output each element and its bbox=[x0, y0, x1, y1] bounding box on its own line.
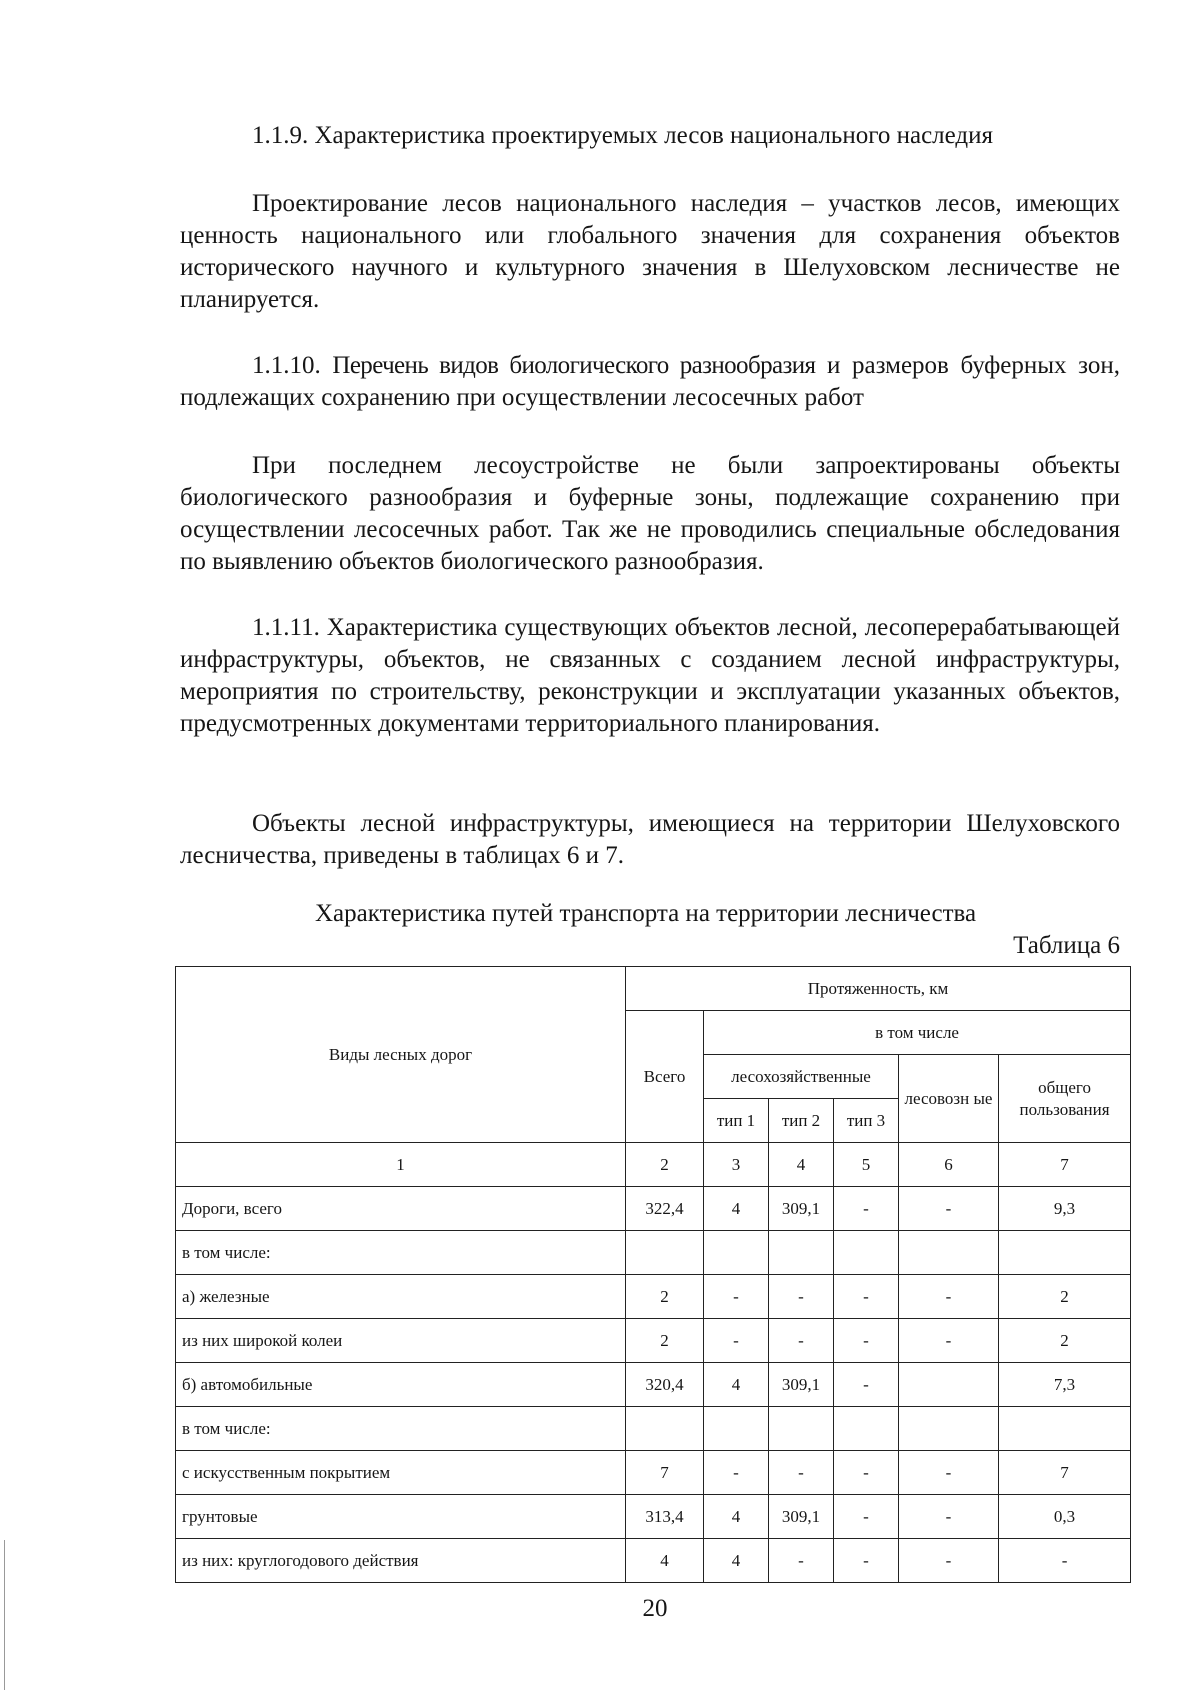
table-cell: 309,1 bbox=[769, 1187, 834, 1231]
table-cell: 0,3 bbox=[999, 1495, 1131, 1539]
table-cell: - bbox=[704, 1319, 769, 1363]
table-cell: - bbox=[899, 1495, 999, 1539]
column-number: 1 bbox=[176, 1143, 626, 1187]
section-heading-1-1-10-narrow-part: Перечень видов биологического разнообразия bbox=[332, 352, 816, 379]
table-cell: - bbox=[899, 1539, 999, 1583]
column-number: 6 bbox=[899, 1143, 999, 1187]
header-forestry: лесохозяйственные bbox=[704, 1055, 899, 1099]
table-cell: 4 bbox=[704, 1539, 769, 1583]
table-cell: 2 bbox=[626, 1275, 704, 1319]
table-body bbox=[176, 1187, 1131, 1583]
header-total: Всего bbox=[626, 1011, 704, 1143]
table-cell: - bbox=[834, 1495, 899, 1539]
row-label: грунтовые bbox=[176, 1495, 626, 1539]
table-cell: - bbox=[834, 1187, 899, 1231]
table-row bbox=[176, 1407, 1131, 1451]
table-cell: - bbox=[834, 1451, 899, 1495]
table-cell bbox=[769, 1231, 834, 1275]
column-numbers-row bbox=[176, 1143, 1131, 1187]
table-cell: 4 bbox=[626, 1539, 704, 1583]
table-cell: - bbox=[834, 1319, 899, 1363]
table-cell bbox=[999, 1231, 1131, 1275]
paragraph-infrastructure-objects: Объекты лесной инфраструктуры, имеющиеся на территории Шелуховского лесничества, приведены в таблицах 6 и 7. bbox=[180, 810, 1120, 869]
table-cell: 4 bbox=[704, 1363, 769, 1407]
table-cell bbox=[999, 1407, 1131, 1451]
column-number: 7 bbox=[999, 1143, 1131, 1187]
table-cell: 7 bbox=[999, 1451, 1131, 1495]
table-cell: 2 bbox=[626, 1319, 704, 1363]
section-heading-1-1-9: 1.1.9. Характеристика проектируемых лесов национального наследия bbox=[252, 122, 994, 149]
header-type-2: тип 2 bbox=[769, 1099, 834, 1143]
table-cell bbox=[899, 1407, 999, 1451]
margin-scan-mark bbox=[4, 1540, 5, 1690]
column-number: 5 bbox=[834, 1143, 899, 1187]
table-cell: - bbox=[704, 1275, 769, 1319]
header-type-3: тип 3 bbox=[834, 1099, 899, 1143]
row-label: Дороги, всего bbox=[176, 1187, 626, 1231]
column-number: 2 bbox=[626, 1143, 704, 1187]
table-cell: - bbox=[899, 1275, 999, 1319]
table-number: Таблица 6 bbox=[1013, 932, 1120, 959]
table-cell: - bbox=[769, 1275, 834, 1319]
row-label: из них: круглогодового действия bbox=[176, 1539, 626, 1583]
table-cell: 322,4 bbox=[626, 1187, 704, 1231]
table-cell: - bbox=[834, 1275, 899, 1319]
header-public: общего пользования bbox=[999, 1055, 1131, 1143]
section-heading-1-1-11: 1.1.11. Характеристика существующих объектов лесной, лесоперерабатывающей инфраструктуры, объектов, не связанных с созданием лесной инфраструктуры, мероприятия по строительству, реконструкции и эксплуатации указанных объектов, предусмотренных документами территориального планирования. bbox=[180, 614, 1120, 737]
table-cell: 9,3 bbox=[999, 1187, 1131, 1231]
table-cell bbox=[899, 1231, 999, 1275]
row-label: в том числе: bbox=[176, 1407, 626, 1451]
table-cell bbox=[899, 1363, 999, 1407]
table-cell: 309,1 bbox=[769, 1363, 834, 1407]
table-cell: 7,3 bbox=[999, 1363, 1131, 1407]
table-cell: 7 bbox=[626, 1451, 704, 1495]
table-cell bbox=[704, 1231, 769, 1275]
page-number: 20 bbox=[642, 1595, 668, 1622]
table-cell: 313,4 bbox=[626, 1495, 704, 1539]
table-row bbox=[176, 1231, 1131, 1275]
header-type-1: тип 1 bbox=[704, 1099, 769, 1143]
table-cell: - bbox=[769, 1319, 834, 1363]
roads-table bbox=[175, 966, 1131, 1583]
paragraph-biodiversity: При последнем лесоустройстве не были запроектированы объекты биологического разнообразия и буферные зоны, подлежащие сохранению при осуществлении лесосечных работ. Так же не проводились специальные обследования по выявлению объектов биологического разнообразия. bbox=[180, 452, 1120, 575]
header-road-types: Виды лесных дорог bbox=[176, 967, 626, 1143]
table-cell: - bbox=[899, 1319, 999, 1363]
table-cell: 320,4 bbox=[626, 1363, 704, 1407]
table-row bbox=[176, 1451, 1131, 1495]
row-label: из них широкой колеи bbox=[176, 1319, 626, 1363]
table-row bbox=[176, 1319, 1131, 1363]
table-cell: 309,1 bbox=[769, 1495, 834, 1539]
table-cell: - bbox=[899, 1187, 999, 1231]
table-row bbox=[176, 1363, 1131, 1407]
paragraph-forests-heritage: Проектирование лесов национального наследия – участков лесов, имеющих ценность национального или глобального значения для сохранения объектов исторического научного и культурного значения в Шелуховском лесничестве не планируется. bbox=[180, 190, 1120, 313]
table-cell bbox=[626, 1407, 704, 1451]
table-cell: - bbox=[834, 1539, 899, 1583]
table-cell: - bbox=[899, 1451, 999, 1495]
header-length-km: Протяженность, км bbox=[626, 967, 1131, 1011]
table-caption: Характеристика путей транспорта на территории лесничества bbox=[315, 900, 977, 927]
table-cell: 4 bbox=[704, 1187, 769, 1231]
row-label: а) железные bbox=[176, 1275, 626, 1319]
table-cell bbox=[704, 1407, 769, 1451]
table-row bbox=[176, 1539, 1131, 1583]
table-cell: 4 bbox=[704, 1495, 769, 1539]
row-label: в том числе: bbox=[176, 1231, 626, 1275]
table-cell: 2 bbox=[999, 1319, 1131, 1363]
table-row bbox=[176, 1275, 1131, 1319]
section-heading-1-1-10 bbox=[180, 350, 1120, 414]
table-row bbox=[176, 1187, 1131, 1231]
column-number: 3 bbox=[704, 1143, 769, 1187]
section-number-1-1-10: 1.1.10. bbox=[252, 352, 321, 379]
table-cell bbox=[834, 1231, 899, 1275]
row-label: б) автомобильные bbox=[176, 1363, 626, 1407]
table-cell: - bbox=[834, 1363, 899, 1407]
table-cell bbox=[626, 1231, 704, 1275]
column-number: 4 bbox=[769, 1143, 834, 1187]
header-hauling: лесовозн ые bbox=[899, 1055, 999, 1143]
table-cell bbox=[769, 1407, 834, 1451]
table-cell: - bbox=[999, 1539, 1131, 1583]
header-including: в том числе bbox=[704, 1011, 1131, 1055]
table-cell: 2 bbox=[999, 1275, 1131, 1319]
row-label: с искусственным покрытием bbox=[176, 1451, 626, 1495]
section-heading-1-1-10-rest: и размеров буферных зон, подлежащих сохранению при осуществлении лесосечных работ bbox=[180, 352, 1121, 411]
table-row bbox=[176, 1495, 1131, 1539]
table-cell bbox=[834, 1407, 899, 1451]
table-cell: - bbox=[704, 1451, 769, 1495]
table-cell: - bbox=[769, 1539, 834, 1583]
table-cell: - bbox=[769, 1451, 834, 1495]
